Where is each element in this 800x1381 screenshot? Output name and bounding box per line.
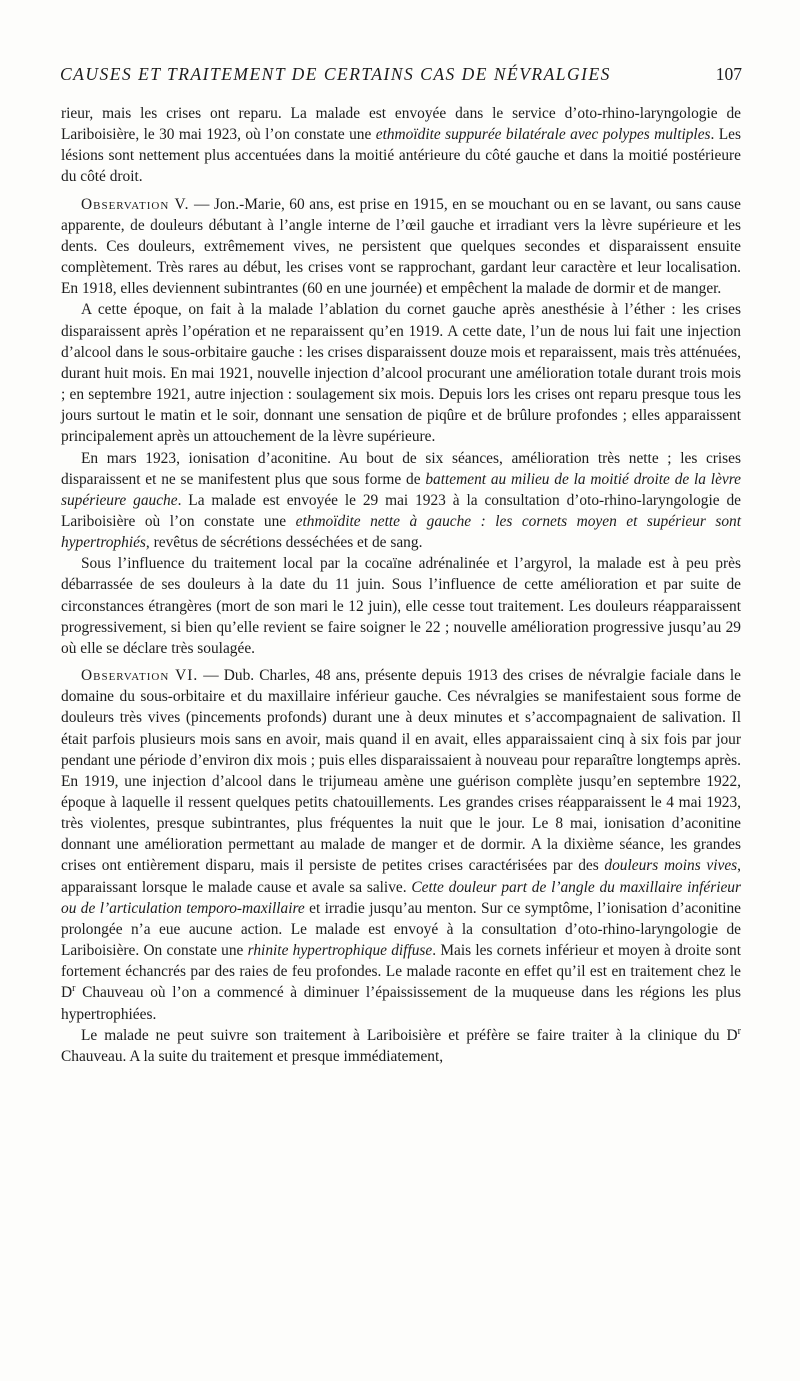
observation-5 [61,194,741,300]
italic-diagnosis: ethmoïdite suppurée bilatérale avec polypes multiples [375,126,711,144]
text-run: , revêtus de sécrétions desséchées et de sang. [145,534,423,552]
italic-symptom: battement au milieu de la moitié droite de la lèvre supérieure gauche [61,470,741,509]
italic-diagnosis: ethmoïdite nette à gauche : les cornets moyen et supérieur sont hypertrophiés [61,512,742,552]
text-run: Chauveau. A la suite du traitement et presque immédiatement, [61,1047,444,1065]
italic-symptom: Cette douleur part de l’angle du maxillaire inférieur ou de l’articulation temporo-maxillaire [61,878,741,917]
text-run: , apparaissant lorsque le malade cause et avale sa salive. [61,857,742,896]
observation-6 [61,665,741,1025]
running-head [60,64,742,90]
superscript: r [737,1025,741,1037]
paragraph-aconitine-ionisation [61,448,741,554]
italic-diagnosis: rhinite hypertrophique diffuse [247,942,433,960]
paragraph-final [61,1025,741,1067]
text-run: rieur, mais les crises ont reparu. La malade est envoyée dans le service d’oto-rhino-laryngologie de Lariboisière, le 30 mai 1923, où l’on constate une [61,105,741,144]
text-run: — Dub. Charles, 48 ans, présente depuis 1913 des crises de névralgie faciale dans le domaine du sous-orbitaire et du maxillaire inférieur gauche. Ces névralgies se manifestaient sous forme de douleurs très vives (pincements profonds) durant une à deux minutes et s’accompagnaient de salivation. Il était parfois plusieurs mois sans en avoir, mais quand il en avait, elles apparaissaient cinq à six fois par jour pendant une période d’environ dix mois ; puis elles disparaissaient à nouveau pour reparaître longtemps après. En 1919, une injection d’alcool dans le trijumeau amène une guérison complète jusqu’en septembre 1922, époque à laquelle il ressent quelques petits chatouillements. Les grandes crises réapparaissent le 4 mai 1923, très violentes, presque subintrantes, plus fréquentes la nuit que le jour. Le 8 mai, ionisation d’aconitine donnant une amélioration permettant au malade de manger et de dormir. A la dixième séance, les grandes crises ont entièrement disparu, mais il persiste de petites crises caractérisées par des [61,667,741,875]
text-run: et irradie jusqu’au menton. Sur ce symptôme, l’ionisation d’aconitine prolongée n’a eue aucune action. Le malade est envoyé à la consultation d’oto-rhino-laryngologie de Lariboisière. On constate une [61,899,741,960]
italic-symptom: douleurs moins vives [604,857,738,875]
text-run: . Les lésions sont nettement plus accentuées dans la moitié antérieure du côté gauche et dans la moitié postérieure du côté droit. [61,126,742,186]
text-run: En mars 1923, ionisation d’aconitine. Au bout de six séances, amélioration très nette ; les crises disparaissent et ne se manifestent plus que sous forme de [61,449,741,488]
text-run: . Mais les cornets inférieur et moyen à droite sont fortement échancrés par des raies de feu profondes. Le malade raconte en effet qu’il est en traitement chez le D [61,942,741,1002]
text-run: . La malade est envoyée le 29 mai 1923 à la consultation d’oto-rhino-laryngologie de Lariboisière où l’on constate une [61,491,741,530]
paragraph-local-treatment: Sous l’influence du traitement local par la cocaïne adrénalinée et l’argyrol, la malade est à peu près débarrassée de ses douleurs à la date du 11 juin. Sous l’influence de cette amélioration et par suite de circonstances étrangères (mort de son mari le 12 juin), elle cesse tout traitement. Les douleurs réapparaissent progressivement, si bien qu’elle revient se faire soigner le 22 ; nouvelle amélioration progressive jusqu’au 29 où elle se déclare très soulagée. [61,555,741,657]
superscript: r [72,983,76,995]
paragraph-treatment-history: A cette époque, on fait à la malade l’ablation du cornet gauche après anesthésie à l’éther : les crises disparaissent après l’opération et ne reparaissent qu’en 1919. A cette date, l’un de nous lui fait une injection d’alcool dans le sous-orbitaire gauche : les crises disparaissent douze mois et reparaissent, mais très atténuées, durant huit mois. En mai 1921, nouvelle injection d’alcool procurant une amélioration totale durant trois mois ; en septembre 1921, autre injection : soulagement six mois. Depuis lors les crises ont reparu presque tous les jours surtout le matin et le soir, donnant une sensation de piqûre et de brûlure profondes ; elles apparaissent principalement après un attouchement de la lèvre supérieure. [61,301,741,446]
text-run: Chauveau où l’on a commencé à diminuer l’épaississement de la muqueuse dans les régions les plus hypertrophiées. [61,984,741,1023]
page-number: 107 [715,64,742,84]
paragraph-continued [61,103,741,188]
observation-6-label: Observation VI. [81,667,199,685]
running-title: CAUSES ET TRAITEMENT DE CERTAINS CAS DE NÉVRALGIES [60,64,611,84]
body-text [61,103,741,1067]
observation-5-label: Observation V. [81,195,190,213]
text-run: Le malade ne peut suivre son traitement à Lariboisière et préfère se faire traiter à la clinique du D [81,1026,738,1044]
observation-5-text: — Jon.-Marie, 60 ans, est prise en 1915, en se mouchant ou en se lavant, ou sans cause apparente, de douleurs débutant à l’angle interne de l’œil gauche et irradiant vers la lèvre supérieure et les dents. Ces douleurs, extrêmement vives, ne persistent que quelques secondes et disparaissent ensuite complètement. Très rares au début, les crises vont se rapprochant, gardant leur caractère et leur localisation. En 1918, elles deviennent subintrantes (60 en une journée) et empêchent la malade de dormir et de manger. [61,195,741,298]
